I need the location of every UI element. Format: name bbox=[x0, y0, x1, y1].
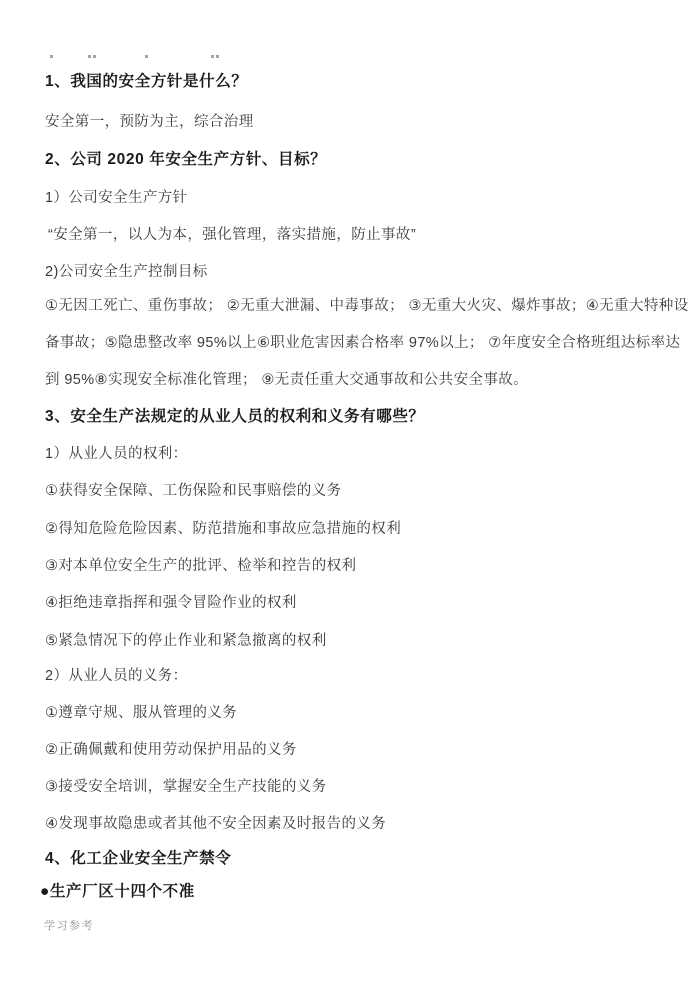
duties-item: ③接受安全培训，掌握安全生产技能的义务 bbox=[45, 779, 327, 795]
question-1-answer: 安全第一，预防为主，综合治理 bbox=[45, 114, 254, 130]
dot-mark bbox=[50, 55, 53, 58]
targets-line: 到 95%⑧实现安全标准化管理； ⑨无责任重大交通事故和公共安全事故。 bbox=[45, 372, 529, 388]
double-dot-mark bbox=[88, 55, 91, 58]
rights-item: ③对本单位安全生产的批评、检举和控告的权利 bbox=[45, 558, 357, 574]
rights-item: ①获得安全保障、工伤保险和民事赔偿的义务 bbox=[45, 483, 342, 499]
duties-label: 2）从业人员的义务： bbox=[45, 668, 188, 684]
rights-label: 1）从业人员的权利： bbox=[45, 446, 188, 462]
duties-item: ①遵章守规、服从管理的义务 bbox=[45, 705, 238, 721]
question-3-heading: 3、安全生产法规定的从业人员的权利和义务有哪些？ bbox=[45, 408, 425, 425]
bullet-subheading: ●生产厂区十四个不准 bbox=[40, 883, 195, 900]
top-marks bbox=[45, 55, 245, 59]
question-2-heading: 2、公司 2020 年安全生产方针、目标？ bbox=[45, 151, 327, 168]
targets-line: ①无因工死亡、重伤事故； ②无重大泄漏、中毒事故； ③无重大火灾、爆炸事故；④无重大特种设 bbox=[45, 298, 689, 314]
rights-item: ⑤紧急情况下的停止作业和紧急撤离的权利 bbox=[45, 633, 327, 649]
targets-label: 2)公司安全生产控制目标 bbox=[45, 264, 208, 280]
rights-item: ②得知危险危险因素、防范措施和事故应急措施的权利 bbox=[45, 521, 402, 537]
footer-note: 学习参考 bbox=[44, 920, 94, 932]
policy-label: 1）公司安全生产方针 bbox=[45, 190, 188, 206]
dot-mark bbox=[145, 55, 148, 58]
duties-item: ④发现事故隐患或者其他不安全因素及时报告的义务 bbox=[45, 816, 387, 832]
question-1-heading: 1、我国的安全方针是什么？ bbox=[45, 73, 248, 90]
duties-item: ②正确佩戴和使用劳动保护用品的义务 bbox=[45, 742, 297, 758]
question-4-heading: 4、化工企业安全生产禁令 bbox=[45, 850, 232, 867]
double-dot-mark bbox=[211, 55, 214, 58]
rights-item: ④拒绝违章指挥和强令冒险作业的权利 bbox=[45, 595, 297, 611]
targets-line: 备事故；⑤隐患整改率 95%以上⑥职业危害因素合格率 97%以上； ⑦年度安全合格班组达标率达 bbox=[45, 335, 681, 351]
policy-quote: “安全第一，以人为本，强化管理，落实措施，防止事故” bbox=[48, 227, 417, 243]
